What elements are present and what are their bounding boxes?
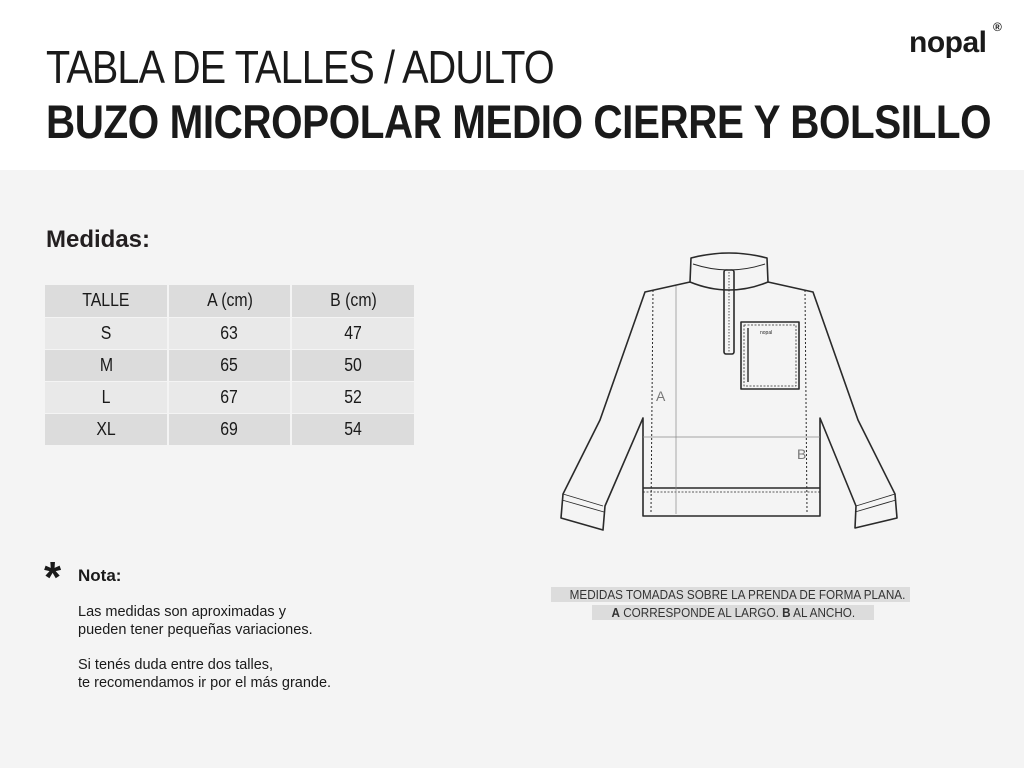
caption-line-1: MEDIDAS TOMADAS SOBRE LA PRENDA DE FORMA PLANA. <box>551 587 910 602</box>
measure-label-a: A <box>656 388 666 404</box>
page-header <box>0 0 1024 170</box>
table-cell: 50 <box>291 349 414 381</box>
table-cell: 52 <box>291 381 414 413</box>
table-cell: XL <box>45 413 168 445</box>
caption-line-2: A CORRESPONDE AL LARGO. B AL ANCHO. <box>592 605 874 620</box>
table-cell: 47 <box>291 317 414 349</box>
shoulder-seam-left <box>651 290 653 512</box>
pocket-logo: nopal <box>760 330 773 336</box>
registered-mark: ® <box>993 20 1002 34</box>
collar-inner-line <box>693 264 765 270</box>
page-title: TABLA DE TALLES / ADULTO <box>46 41 554 93</box>
cuff-right <box>855 494 896 512</box>
table-row <box>45 349 414 381</box>
asterisk-icon: * <box>44 553 62 602</box>
size-table <box>45 285 414 446</box>
product-title: BUZO MICROPOLAR MEDIO CIERRE Y BOLSILLO <box>46 95 992 148</box>
table-row <box>45 381 414 413</box>
table-cell: 69 <box>168 413 291 445</box>
table-cell: S <box>45 317 168 349</box>
table-cell: L <box>45 381 168 413</box>
note-line: Si tenés duda entre dos talles, <box>78 657 274 673</box>
measurements-heading: Medidas: <box>46 226 151 253</box>
table-cell: 54 <box>291 413 414 445</box>
table-cell: 67 <box>168 381 291 413</box>
brand-logo: nopal <box>909 26 987 59</box>
measure-label-b: B <box>797 446 807 462</box>
sweater-diagram <box>555 250 905 535</box>
note-line: pueden tener pequeñas variaciones. <box>78 622 313 638</box>
table-header-row <box>45 285 414 317</box>
sweater-body-outline <box>561 282 897 530</box>
note-line: Las medidas son aproximadas y <box>78 604 286 620</box>
table-cell: 63 <box>168 317 291 349</box>
shoulder-seam-right <box>805 290 807 512</box>
table-row <box>45 413 414 445</box>
table-row <box>45 317 414 349</box>
column-header: A (cm) <box>168 285 291 317</box>
column-header: TALLE <box>45 285 168 317</box>
note-title: Nota: <box>78 566 122 585</box>
table-cell: M <box>45 349 168 381</box>
note-line: te recomendamos ir por el más grande. <box>78 675 332 691</box>
table-cell: 65 <box>168 349 291 381</box>
column-header: B (cm) <box>291 285 414 317</box>
cuff-left <box>562 494 604 512</box>
